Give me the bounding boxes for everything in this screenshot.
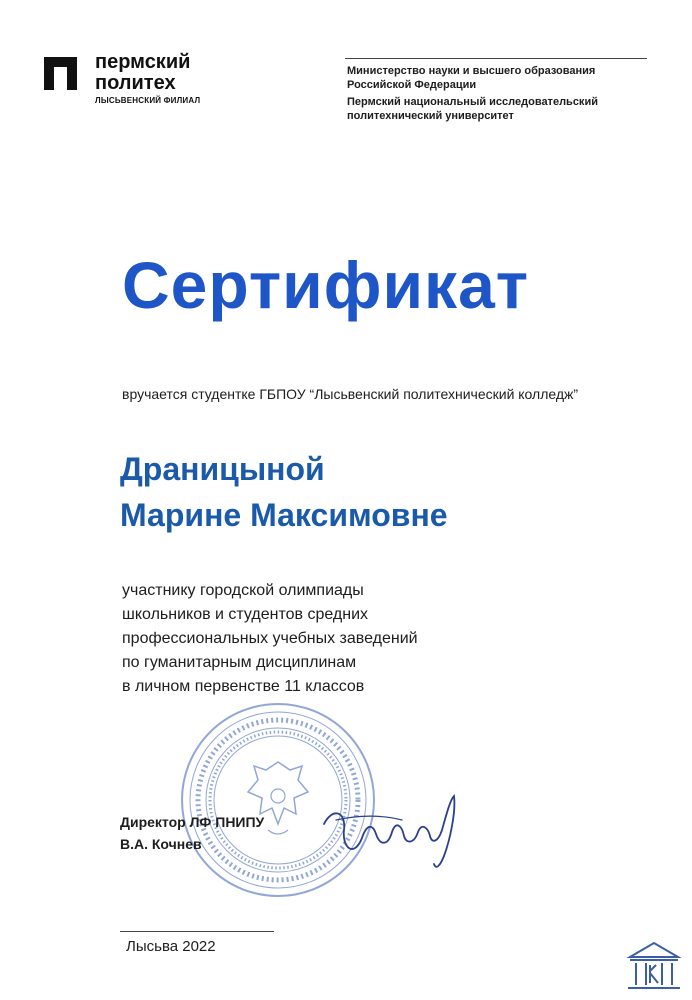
description-line: школьников и студентов средних	[122, 606, 369, 623]
certificate-title: Сертификат	[122, 248, 530, 322]
logo-name	[95, 52, 190, 94]
polytech-logo-mark	[44, 57, 77, 90]
logo-name-line1: пермский	[95, 51, 191, 73]
logo-name-line2: политех	[95, 72, 176, 94]
description-line: участнику городской олимпиады	[122, 582, 364, 599]
city-year: Лысьва 2022	[126, 938, 216, 955]
university-line2: политехнический университет	[347, 110, 514, 122]
handwritten-signature-icon	[318, 786, 468, 876]
presented-to-text: вручается студентке ГБПОУ “Лысьвенский политехнический колледж”	[122, 386, 579, 402]
description-line: в личном первенстве 11 классов	[122, 678, 365, 695]
logo-branch: ЛЫСЬВЕНСКИЙ ФИЛИАЛ	[95, 96, 201, 105]
signatory-block	[120, 811, 264, 855]
ministry-line2: Российской Федерации	[347, 79, 477, 91]
college-emblem-icon	[624, 935, 684, 995]
recipient-surname: Драницыной	[120, 451, 325, 487]
description-line: профессиональных учебных заведений	[122, 630, 418, 647]
ministry-line1: Министерство науки и высшего образования	[347, 65, 596, 77]
recipient-given-names: Марине Максимовне	[120, 497, 448, 533]
description-line: по гуманитарным дисциплинам	[122, 654, 357, 671]
ministry-block	[347, 64, 647, 123]
ministry-divider	[345, 58, 647, 59]
university-line1: Пермский национальный исследовательский	[347, 96, 598, 108]
signatory-position: Директор ЛФ ПНИПУ	[120, 814, 265, 830]
award-description	[122, 579, 418, 699]
city-divider	[120, 931, 274, 932]
recipient-name	[120, 446, 448, 538]
signatory-name: В.А. Кочнев	[120, 836, 202, 852]
